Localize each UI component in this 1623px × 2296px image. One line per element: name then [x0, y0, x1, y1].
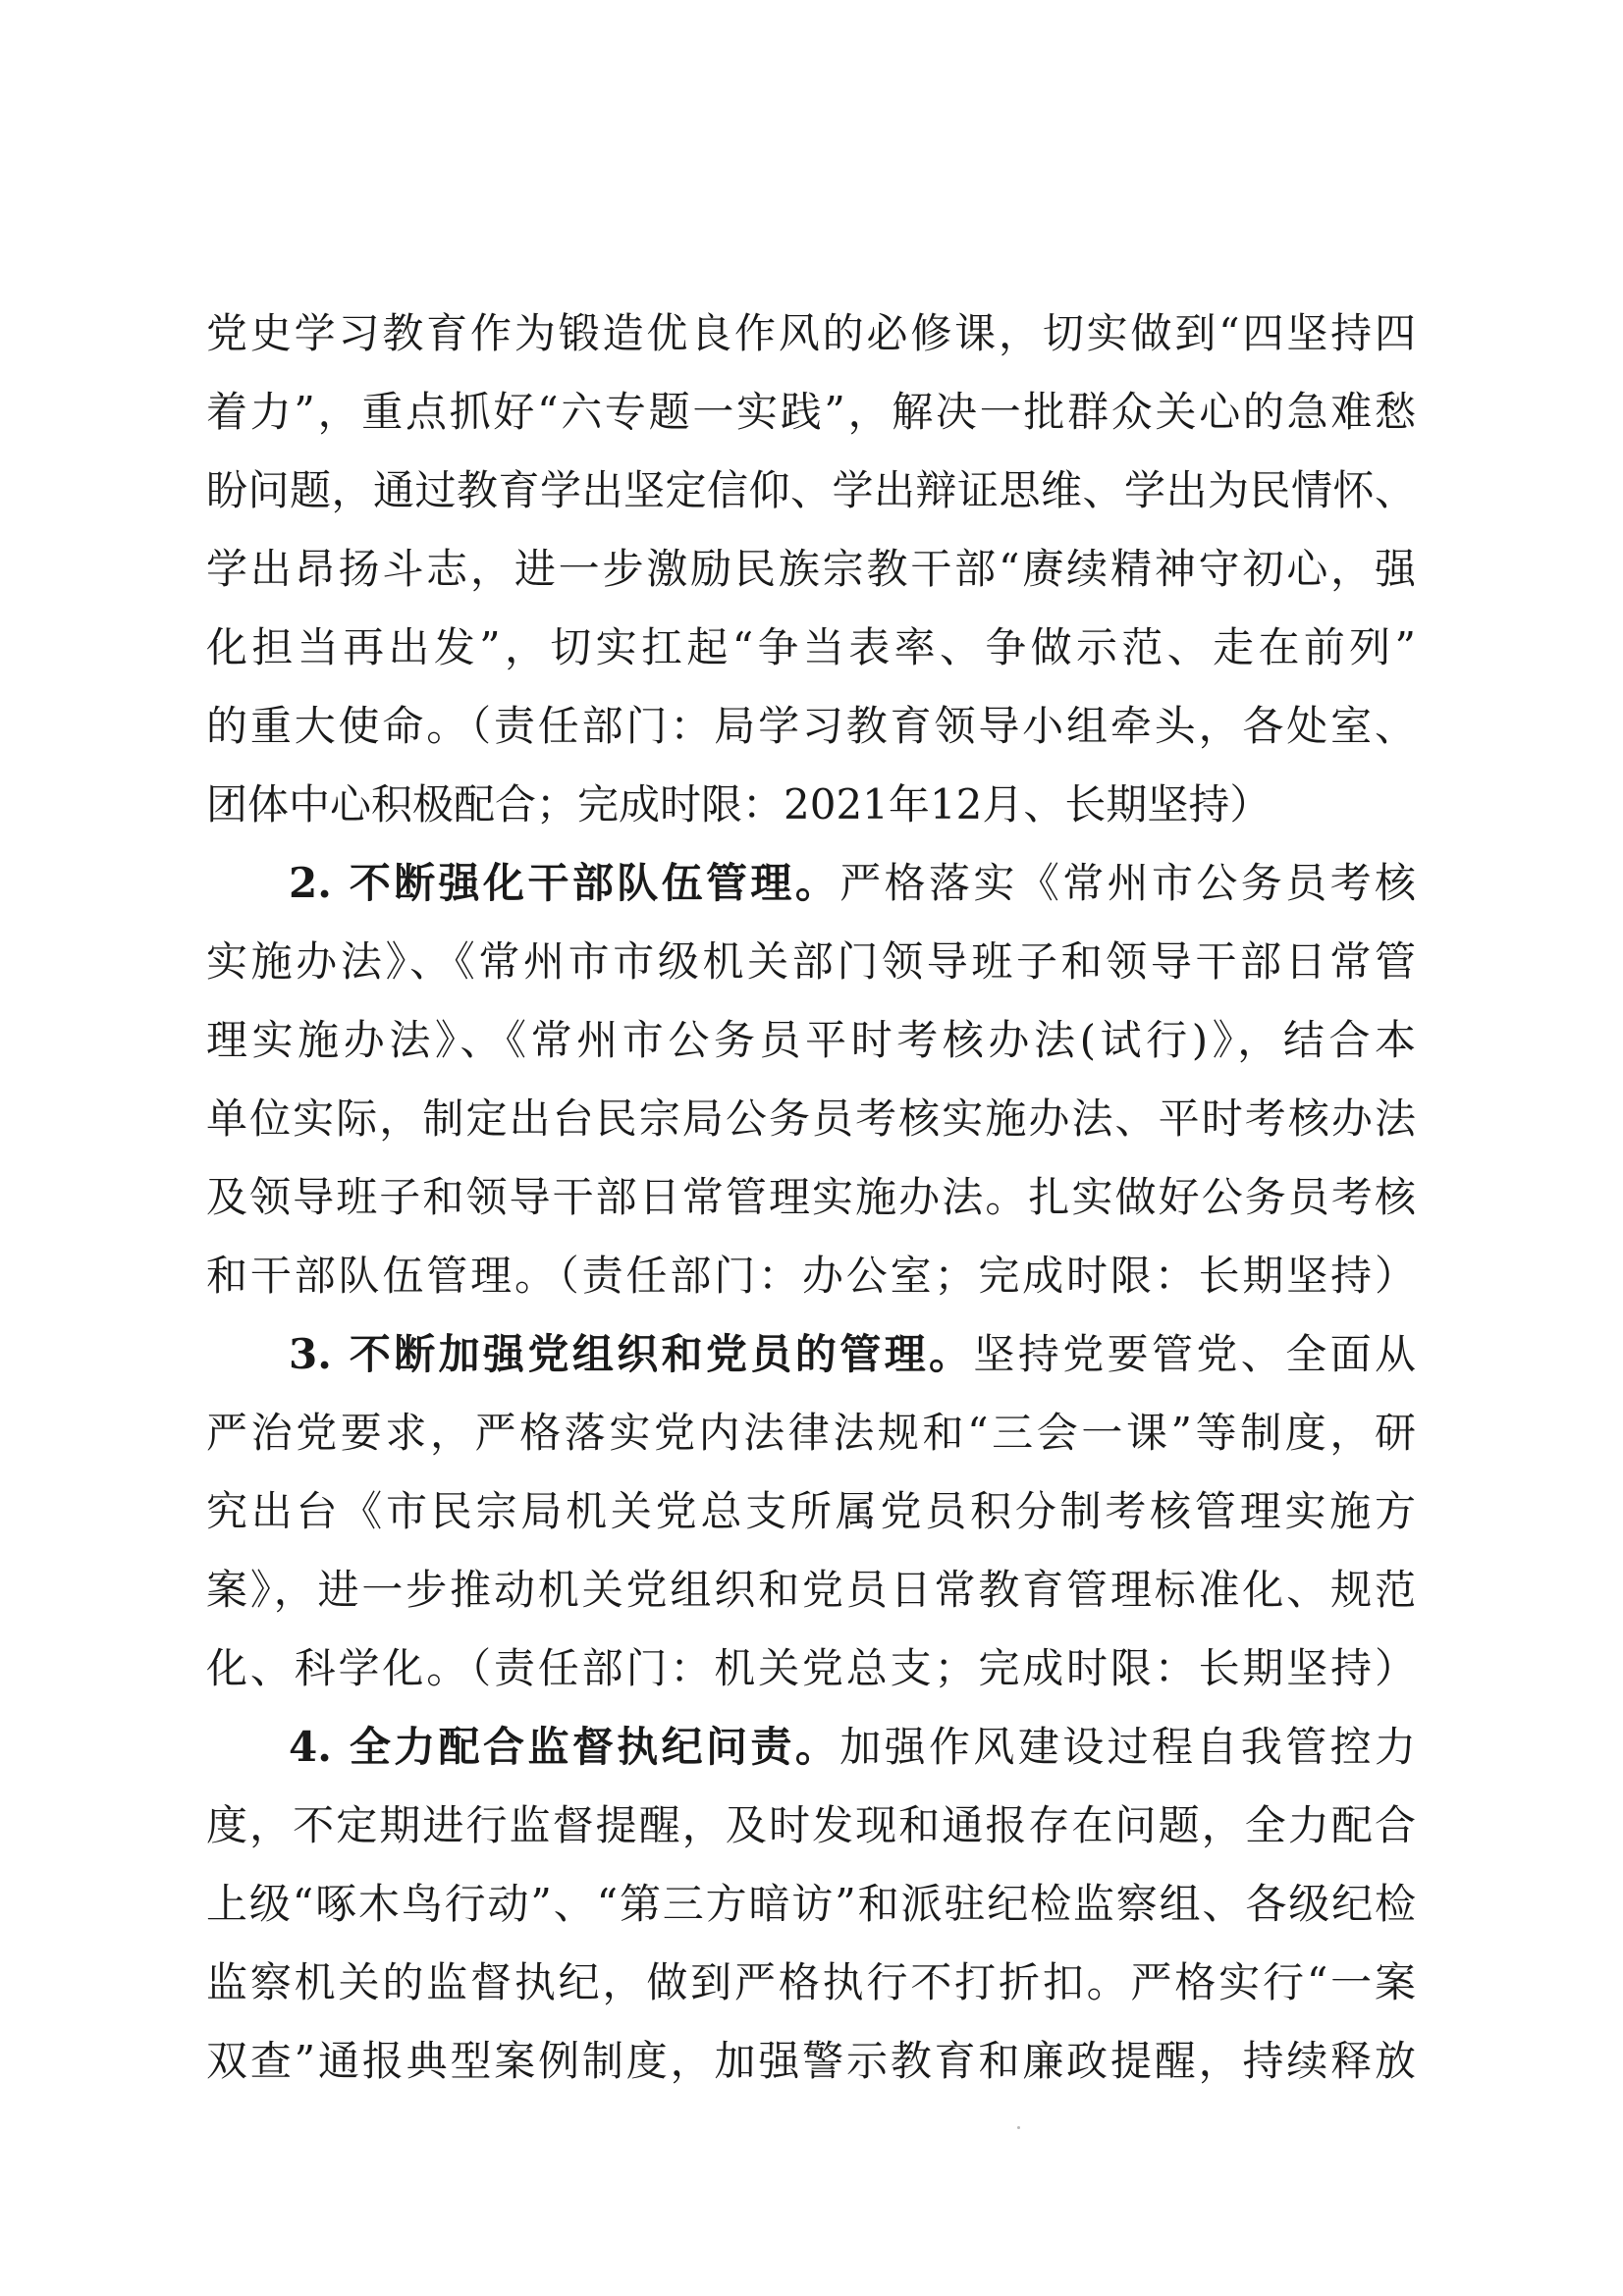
- section-heading: 3. 不断加强党组织和党员的管理。: [289, 1330, 974, 1378]
- paragraph-first-line: [206, 844, 1416, 923]
- section-heading: 2. 不断强化干部队伍管理。: [289, 859, 840, 907]
- paragraph-cadre-management: [206, 844, 1416, 1315]
- text-line: 化担当再出发”，切实扛起“争当表率、争做示范、走在前列”: [206, 623, 1416, 671]
- text-line: 着力”，重点抓好“六专题一实践”，解决一批群众关心的急难愁: [206, 388, 1416, 436]
- text-line: 实施办法》、《常州市市级机关部门领导班子和领导干部日常管: [206, 937, 1416, 986]
- text-line: 度，不定期进行监督提醒，及时发现和通报存在问题，全力配合: [206, 1801, 1416, 1849]
- text-line: 及领导班子和领导干部日常管理实施办法。扎实做好公务员考核: [206, 1173, 1416, 1221]
- paragraph-supervision-discipline: [206, 1708, 1416, 2101]
- text-line: 和干部队伍管理。（责任部门：办公室；完成时限：长期坚持）: [206, 1252, 1416, 1300]
- scan-speck: [1017, 2126, 1020, 2129]
- text-line: 监察机关的监督执纪，做到严格执行不打折扣。严格实行“一案: [206, 1958, 1416, 2006]
- text-line: 双查”通报典型案例制度，加强警示教育和廉政提醒，持续释放: [206, 2037, 1416, 2085]
- paragraph-first-line: [206, 1708, 1416, 1787]
- text-line: 党史学习教育作为锻造优良作风的必修课，切实做到“四坚持四: [206, 309, 1416, 357]
- text-line: 学出昂扬斗志，进一步激励民族宗教干部“赓续精神守初心，强: [206, 545, 1416, 593]
- heading-continuation: 严格落实《常州市公务员考核: [839, 859, 1416, 907]
- heading-continuation: 加强作风建设过程自我管控力: [839, 1723, 1416, 1771]
- text-line: 严治党要求，严格落实党内法律法规和“三会一课”等制度，研: [206, 1409, 1416, 1457]
- text-line: 盼问题，通过教育学出坚定信仰、学出辩证思维、学出为民情怀、: [206, 466, 1416, 514]
- text-line: 化、科学化。（责任部门：机关党总支；完成时限：长期坚持）: [206, 1644, 1416, 1692]
- text-line: 团体中心积极配合；完成时限：2021年12月、长期坚持）: [206, 780, 1271, 828]
- text-line: 案》，进一步推动机关党组织和党员日常教育管理标准化、规范: [206, 1566, 1416, 1614]
- text-line: 的重大使命。（责任部门：局学习教育领导小组牵头，各处室、: [206, 702, 1416, 750]
- section-heading: 4. 全力配合监督执纪问责。: [289, 1723, 840, 1771]
- paragraph-party-history-education: [206, 294, 1416, 844]
- paragraph-party-organization-management: [206, 1315, 1416, 1708]
- document-body: [206, 294, 1416, 2101]
- text-line: 理实施办法》、《常州市公务员平时考核办法(试行)》，结合本: [206, 1016, 1416, 1064]
- text-line: 上级“啄木鸟行动”、“第三方暗访”和派驻纪检监察组、各级纪检: [206, 1880, 1416, 1928]
- text-line: 究出台《市民宗局机关党总支所属党员积分制考核管理实施方: [206, 1487, 1416, 1535]
- text-line: 单位实际，制定出台民宗局公务员考核实施办法、平时考核办法: [206, 1095, 1416, 1143]
- heading-continuation: 坚持党要管党、全面从: [973, 1330, 1416, 1378]
- paragraph-first-line: [206, 1315, 1416, 1394]
